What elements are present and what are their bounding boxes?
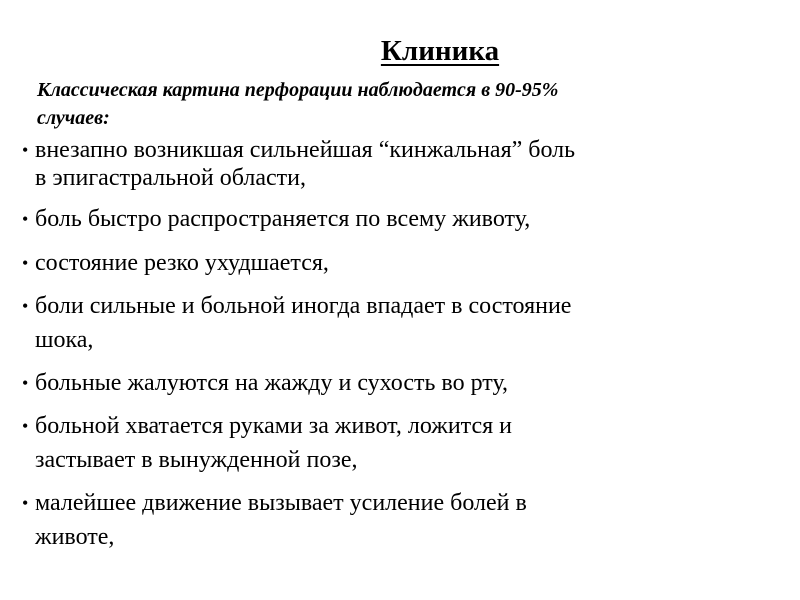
bullet-icon: •: [22, 493, 29, 513]
bullet-icon: •: [22, 296, 29, 316]
list-item-line-1: состояние резко ухудшается,: [35, 250, 329, 276]
list-item-line-1: боли сильные и больной иногда впадает в состояние: [35, 293, 572, 319]
list-item-line-2: застывает в вынужденной позе,: [35, 447, 358, 473]
bullet-icon: •: [22, 416, 29, 436]
list-item: [22, 136, 792, 192]
slide-title: Клиника: [380, 35, 500, 67]
symptom-list: [22, 136, 792, 551]
bullet-icon: •: [22, 140, 29, 160]
list-item-line-1: внезапно возникшая сильнейшая “кинжальная” боль: [35, 137, 576, 163]
list-item: [22, 292, 792, 354]
list-item: [22, 205, 792, 233]
list-item: [22, 489, 792, 551]
list-item: [22, 412, 792, 474]
bullet-icon: •: [22, 373, 29, 393]
intro-line-2: случаев:: [37, 107, 110, 129]
bullet-icon: •: [22, 209, 29, 229]
list-item-line-1: больные жалуются на жажду и сухость во рту,: [35, 370, 509, 396]
intro-text: [37, 76, 777, 132]
list-item-line-2: шока,: [35, 327, 94, 353]
list-item-line-2: в эпигастральной области,: [35, 165, 306, 191]
list-item-line-2: животе,: [35, 524, 115, 550]
list-item: [22, 249, 792, 277]
list-item: [22, 369, 792, 397]
list-item-line-1: больной хватается руками за живот, ложится и: [35, 413, 512, 439]
list-item-line-1: малейшее движение вызывает усиление болей в: [35, 490, 527, 516]
intro-line-1: Классическая картина перфорации наблюдается в 90-95%: [37, 79, 559, 101]
bullet-icon: •: [22, 253, 29, 273]
list-item-line-1: боль быстро распространяется по всему животу,: [35, 206, 531, 232]
